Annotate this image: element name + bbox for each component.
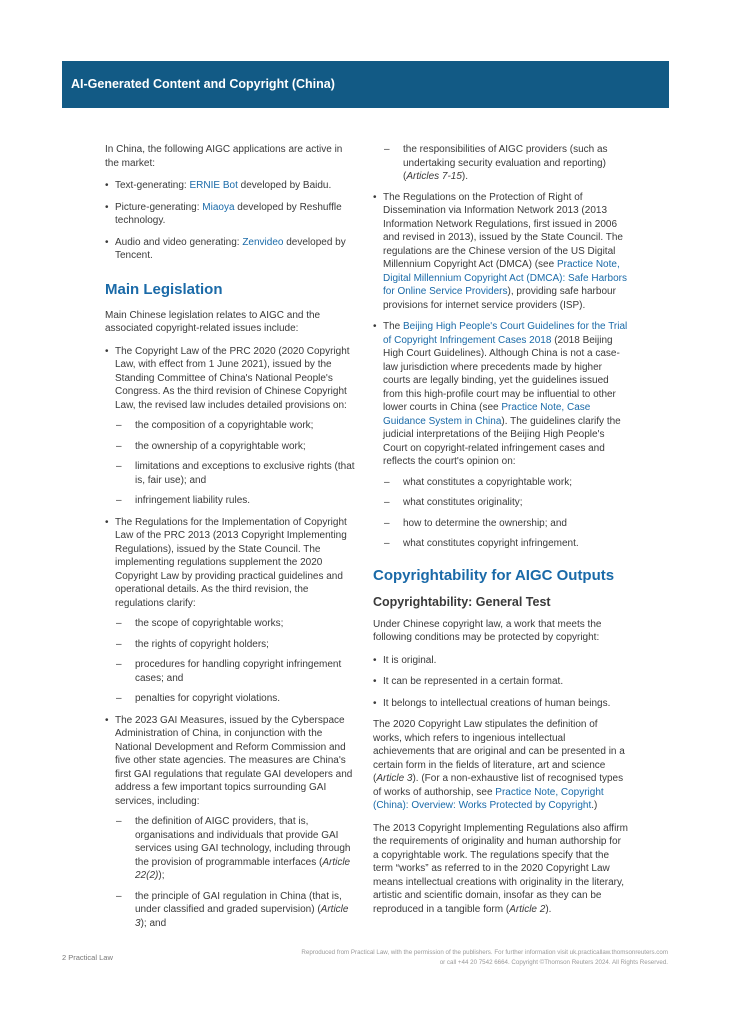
sub-list xyxy=(115,815,355,930)
sub-list xyxy=(115,617,355,706)
list-item: • It is original. xyxy=(373,654,628,668)
intro-paragraph: In China, the following AIGC applications are active in the market: xyxy=(105,144,343,169)
list-item: • The Regulations for the Implementation of Copyright Law of the PRC 2013 (2013 Copyright Implementing Regulations), issued by the State Council. The implementing regulations supplement the 2020 Copyright Law by providing practical guidelines and operational details. As the third revision, the regulations clarify: – the scope of copyrightable works; – the rights of copyright holders; – procedures for handling copyright infringement cases; and – penalties for copyright violations. xyxy=(105,516,355,706)
list-item: – the composition of a copyrightable work; xyxy=(115,419,355,433)
zenvideo-link[interactable]: Zenvideo xyxy=(242,236,284,248)
list-item: • The 2023 GAI Measures, issued by the Cyberspace Administration of China, in conjunction with the National Development and Reform Commission and five other state agencies. The measures are China's first GAI regulations that regulate GAI developers and address a few important topics surrounding GAI services, including: – the definition of AIGC providers, that is, organisations and individuals that provide GAI services using GAI technology, including through the provision of programmable interfaces (Article 22(2)); – the principle of GAI regulation in China (that is, under classified and graded supervision) (Article 3); and xyxy=(105,714,355,931)
list-item: • The Beijing High People's Court Guidelines for the Trial of Copyright Infringement Cases 2018 (2018 Beijing High Court Guidelines). Although China is not a case-law jurisdiction where precedents made by higher courts are legally binding, yet the guidelines issued from this high-profile court may be influential to other lower courts in China (see Practice Note, Case Guidance System in China). The guidelines clarify the judicial interpretations of the Beijing High People's Court on copyright-related infringement cases and reflects the court's opinion on: – what constitutes a copyrightable work; – what constitutes originality; – how to determine the ownership; and – what constitutes copyright infringement. xyxy=(373,320,628,551)
conditions-list xyxy=(373,654,628,711)
general-test-subheading: Copyrightability: General Test xyxy=(373,594,551,609)
sub-list xyxy=(383,476,628,551)
list-item: – the definition of AIGC providers, that is, organisations and individuals that provide GAI services using GAI technology, including through the provision of programmable interfaces (Article 22(2)); xyxy=(115,815,355,883)
dmca-practice-note-link[interactable]: Practice Note, Digital Millennium Copyright Act (DMCA): Safe Harbors for Online Service Providers xyxy=(383,259,627,297)
sub-list xyxy=(115,419,355,508)
list-item: – what constitutes copyright infringement. xyxy=(383,537,628,551)
list-item: – penalties for copyright violations. xyxy=(115,692,355,706)
definition-paragraph: The 2020 Copyright Law stipulates the definition of works, which refers to ingenious intellectual achievements that are original and can be presented in a certain form in the fields of literature, art and science (Article 3). (For a non-exhaustive list of recognised types of works of authorship, see Practice Note, Copyright (China): Overview: Works Protected by Copyright.) xyxy=(373,719,625,811)
copyright-notice xyxy=(238,948,668,967)
aigc-apps-list xyxy=(105,179,355,263)
list-item: • The Regulations on the Protection of Right of Dissemination via Information Network 2013 (2013 Information Network Regulations, first issued in 2006 and revised in 2013), issued by the State Council. The regulations are the Chinese version of the US Digital Millennium Copyright Act (DMCA) (see Practice Note, Digital Millennium Copyright Act (DMCA): Safe Harbors for Online Service Providers), providing safe harbour provisions for internet service providers (ISP). xyxy=(373,191,628,313)
footer-line: or call +44 20 7542 6664. Copyright ©Thomson Reuters 2024. All Rights Reserved. xyxy=(439,958,668,966)
list-item: – limitations and exceptions to exclusive rights (that is, fair use); and xyxy=(115,460,355,487)
originality-paragraph: The 2013 Copyright Implementing Regulations also affirm the requirements of originality and human authorship for a copyrightable work. The regulations specify that the term “works” as referred to in the 2020 Copyright Law means intellectual creations with originality in the literary, artistic and scientific domain, insofar as they can be reproduced in a tangible form (Article 2). xyxy=(373,822,628,915)
ernie-bot-link[interactable]: ERNIE Bot xyxy=(189,180,238,191)
legislation-list xyxy=(105,345,355,931)
list-item: • Audio and video generating: Zenvideo developed by Tencent. xyxy=(105,236,355,263)
legislation-list-continued xyxy=(373,191,628,551)
list-item: – procedures for handling copyright infringement cases; and xyxy=(115,658,355,685)
header-banner xyxy=(62,61,669,108)
list-item: • The Copyright Law of the PRC 2020 (2020 Copyright Law, with effect from 1 June 2021), issued by the Standing Committee of China's National People's Congress. As the third revision of Chinese Copyright Law, the revised law includes detailed provisions on: – the composition of a copyrightable work; – the ownership of a copyrightable work; – limitations and exceptions to exclusive rights (that is, fair use); and – infringement liability rules. xyxy=(105,345,355,508)
works-protected-link[interactable]: Practice Note, Copyright (China): Overview: Works Protected by Copyright xyxy=(373,786,604,811)
list-item: • It can be represented in a certain format. xyxy=(373,675,628,689)
general-test-intro: Under Chinese copyright law, a work that meets the following conditions may be protected by copyright: xyxy=(373,618,602,643)
list-item: – the responsibilities of AIGC providers (such as undertaking security evaluation and reporting) (Articles 7-15). xyxy=(383,143,628,184)
legislation-intro: Main Chinese legislation relates to AIGC and the associated copyright-related issues include: xyxy=(105,309,321,334)
beijing-guidelines-link[interactable]: Beijing High People's Court Guidelines for the Trial of Copyright Infringement Cases 2018 xyxy=(383,321,628,346)
list-item: – how to determine the ownership; and xyxy=(383,517,628,531)
miaoya-link[interactable]: Miaoya xyxy=(202,201,235,213)
list-item: • It belongs to intellectual creations of human beings. xyxy=(373,697,628,711)
copyrightability-heading: Copyrightability for AIGC Outputs xyxy=(373,566,615,584)
list-item: – the principle of GAI regulation in China (that is, under classified and graded supervision) (Article 3); and xyxy=(115,890,355,931)
list-item: • Picture-generating: Miaoya developed by Reshuffle technology. xyxy=(105,201,355,228)
right-column xyxy=(373,143,628,925)
list-item: – what constitutes a copyrightable work; xyxy=(383,476,628,490)
continued-sub-list xyxy=(383,143,628,184)
list-item: – what constitutes originality; xyxy=(383,496,628,510)
list-item: • Text-generating: ERNIE Bot developed by Baidu. xyxy=(105,179,355,193)
list-item: – the ownership of a copyrightable work; xyxy=(115,440,355,454)
document-title: AI-Generated Content and Copyright (China) xyxy=(71,77,335,91)
footer-line: Reproduced from Practical Law, with the permission of the publishers. For further information visit uk.practicallaw.thomsonreuters.com xyxy=(301,949,668,956)
list-item: – the rights of copyright holders; xyxy=(115,638,355,652)
left-column xyxy=(105,143,355,938)
case-guidance-link[interactable]: Practice Note, Case Guidance System in China xyxy=(383,402,591,427)
list-item: – infringement liability rules. xyxy=(115,494,355,508)
page-number: 2 Practical Law xyxy=(62,953,113,962)
main-legislation-heading: Main Legislation xyxy=(105,280,223,298)
list-item: – the scope of copyrightable works; xyxy=(115,617,355,631)
